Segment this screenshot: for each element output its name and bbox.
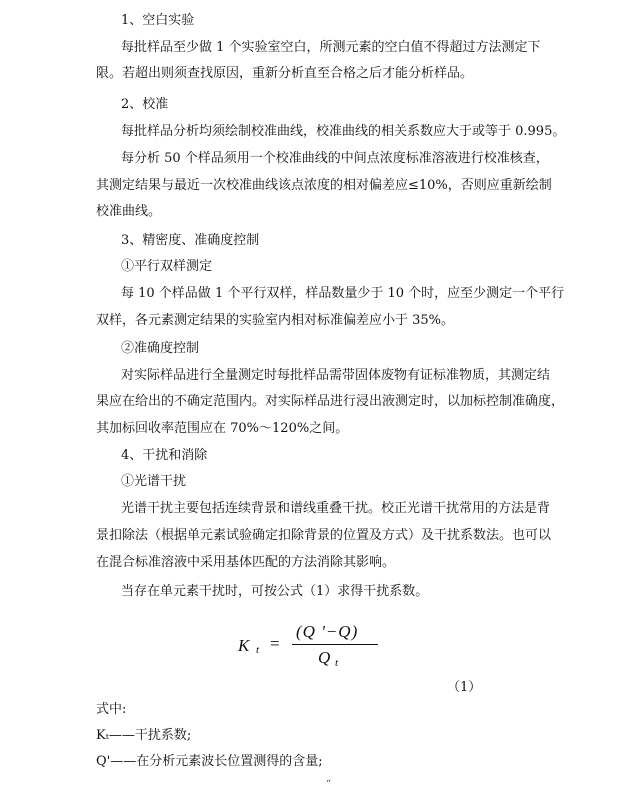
calibration-para2-line-3: 校准曲线。 — [96, 204, 162, 219]
definitions-intro: 式中: — [96, 702, 127, 717]
fraction-bar — [292, 644, 378, 645]
cut-off-quote-mark: “ — [326, 779, 332, 790]
definition-qprime: Q'——在分析元素波长位置测得的含量; — [96, 754, 323, 769]
heading-blank-test: 1、空白实验 — [121, 13, 195, 28]
spectral-line-3: 在混合标准溶液中采用基体匹配的方法消除其影响。 — [96, 555, 396, 570]
calibration-para2-line-2: 其测定结果与最近一次校准曲线该点浓度的相对偏差应≤10%，否则应重新绘制 — [96, 178, 552, 193]
formula-lhs: K — [238, 636, 250, 655]
heading-interference: 4、干扰和消除 — [121, 448, 208, 463]
subheading-accuracy: ②准确度控制 — [121, 341, 200, 356]
spectral-line-2: 景扣除法（根据单元素试验确定扣除背景的位置及方式）及干扰系数法。也可以 — [96, 528, 552, 543]
equation-number: （1） — [447, 680, 482, 695]
accuracy-line-1: 对实际样品进行全量测定时每批样品需带固体废物有证标准物质，其测定结 — [121, 368, 551, 383]
formula-intro: 当存在单元素干扰时，可按公式（1）求得干扰系数。 — [121, 584, 429, 599]
parallel-line-2: 双样，各元素测定结果的实验室内相对标准偏差应小于 35%。 — [96, 313, 455, 328]
calibration-para2-line-1: 每分析 50 个样品须用一个校准曲线的中间点浓度标准溶液进行校准核查， — [121, 151, 549, 166]
spectral-line-1: 光谱干扰主要包括连续背景和谱线重叠干扰。校正光谱干扰常用的方法是背 — [121, 501, 551, 516]
formula-equals: = — [270, 634, 280, 653]
blank-line-1: 每批样品至少做 1 个实验室空白，所测元素的空白值不得超过方法测定下 — [121, 40, 541, 55]
heading-precision: 3、精密度、准确度控制 — [121, 233, 260, 248]
formula-denominator: Q — [318, 648, 331, 667]
definition-kt: Kₜ——干扰系数; — [96, 728, 192, 743]
formula-numerator: (Q '−Q) — [296, 622, 359, 641]
accuracy-line-3: 其加标回收率范围应在 70%～120%之间。 — [96, 421, 349, 436]
blank-line-2: 限。若超出则须查找原因，重新分析直至合格之后才能分析样品。 — [96, 66, 474, 81]
formula-denominator-subscript: t — [335, 657, 339, 669]
formula-lhs-subscript: t — [256, 644, 260, 656]
subheading-parallel-samples: ①平行双样测定 — [121, 259, 213, 274]
calibration-para1-line-1: 每批样品分析均须绘制校准曲线，校准曲线的相关系数应大于或等于 0.995。 — [121, 124, 566, 139]
interference-coefficient-formula — [232, 622, 382, 672]
heading-calibration: 2、校准 — [121, 97, 169, 112]
parallel-line-1: 每 10 个样品做 1 个平行双样，样品数量少于 10 个时，应至少测定一个平行 — [121, 286, 565, 301]
accuracy-line-2: 果应在给出的不确定范围内。对实际样品进行浸出液测定时，以加标控制准确度， — [96, 394, 565, 409]
subheading-spectral-interference: ①光谱干扰 — [121, 474, 187, 489]
